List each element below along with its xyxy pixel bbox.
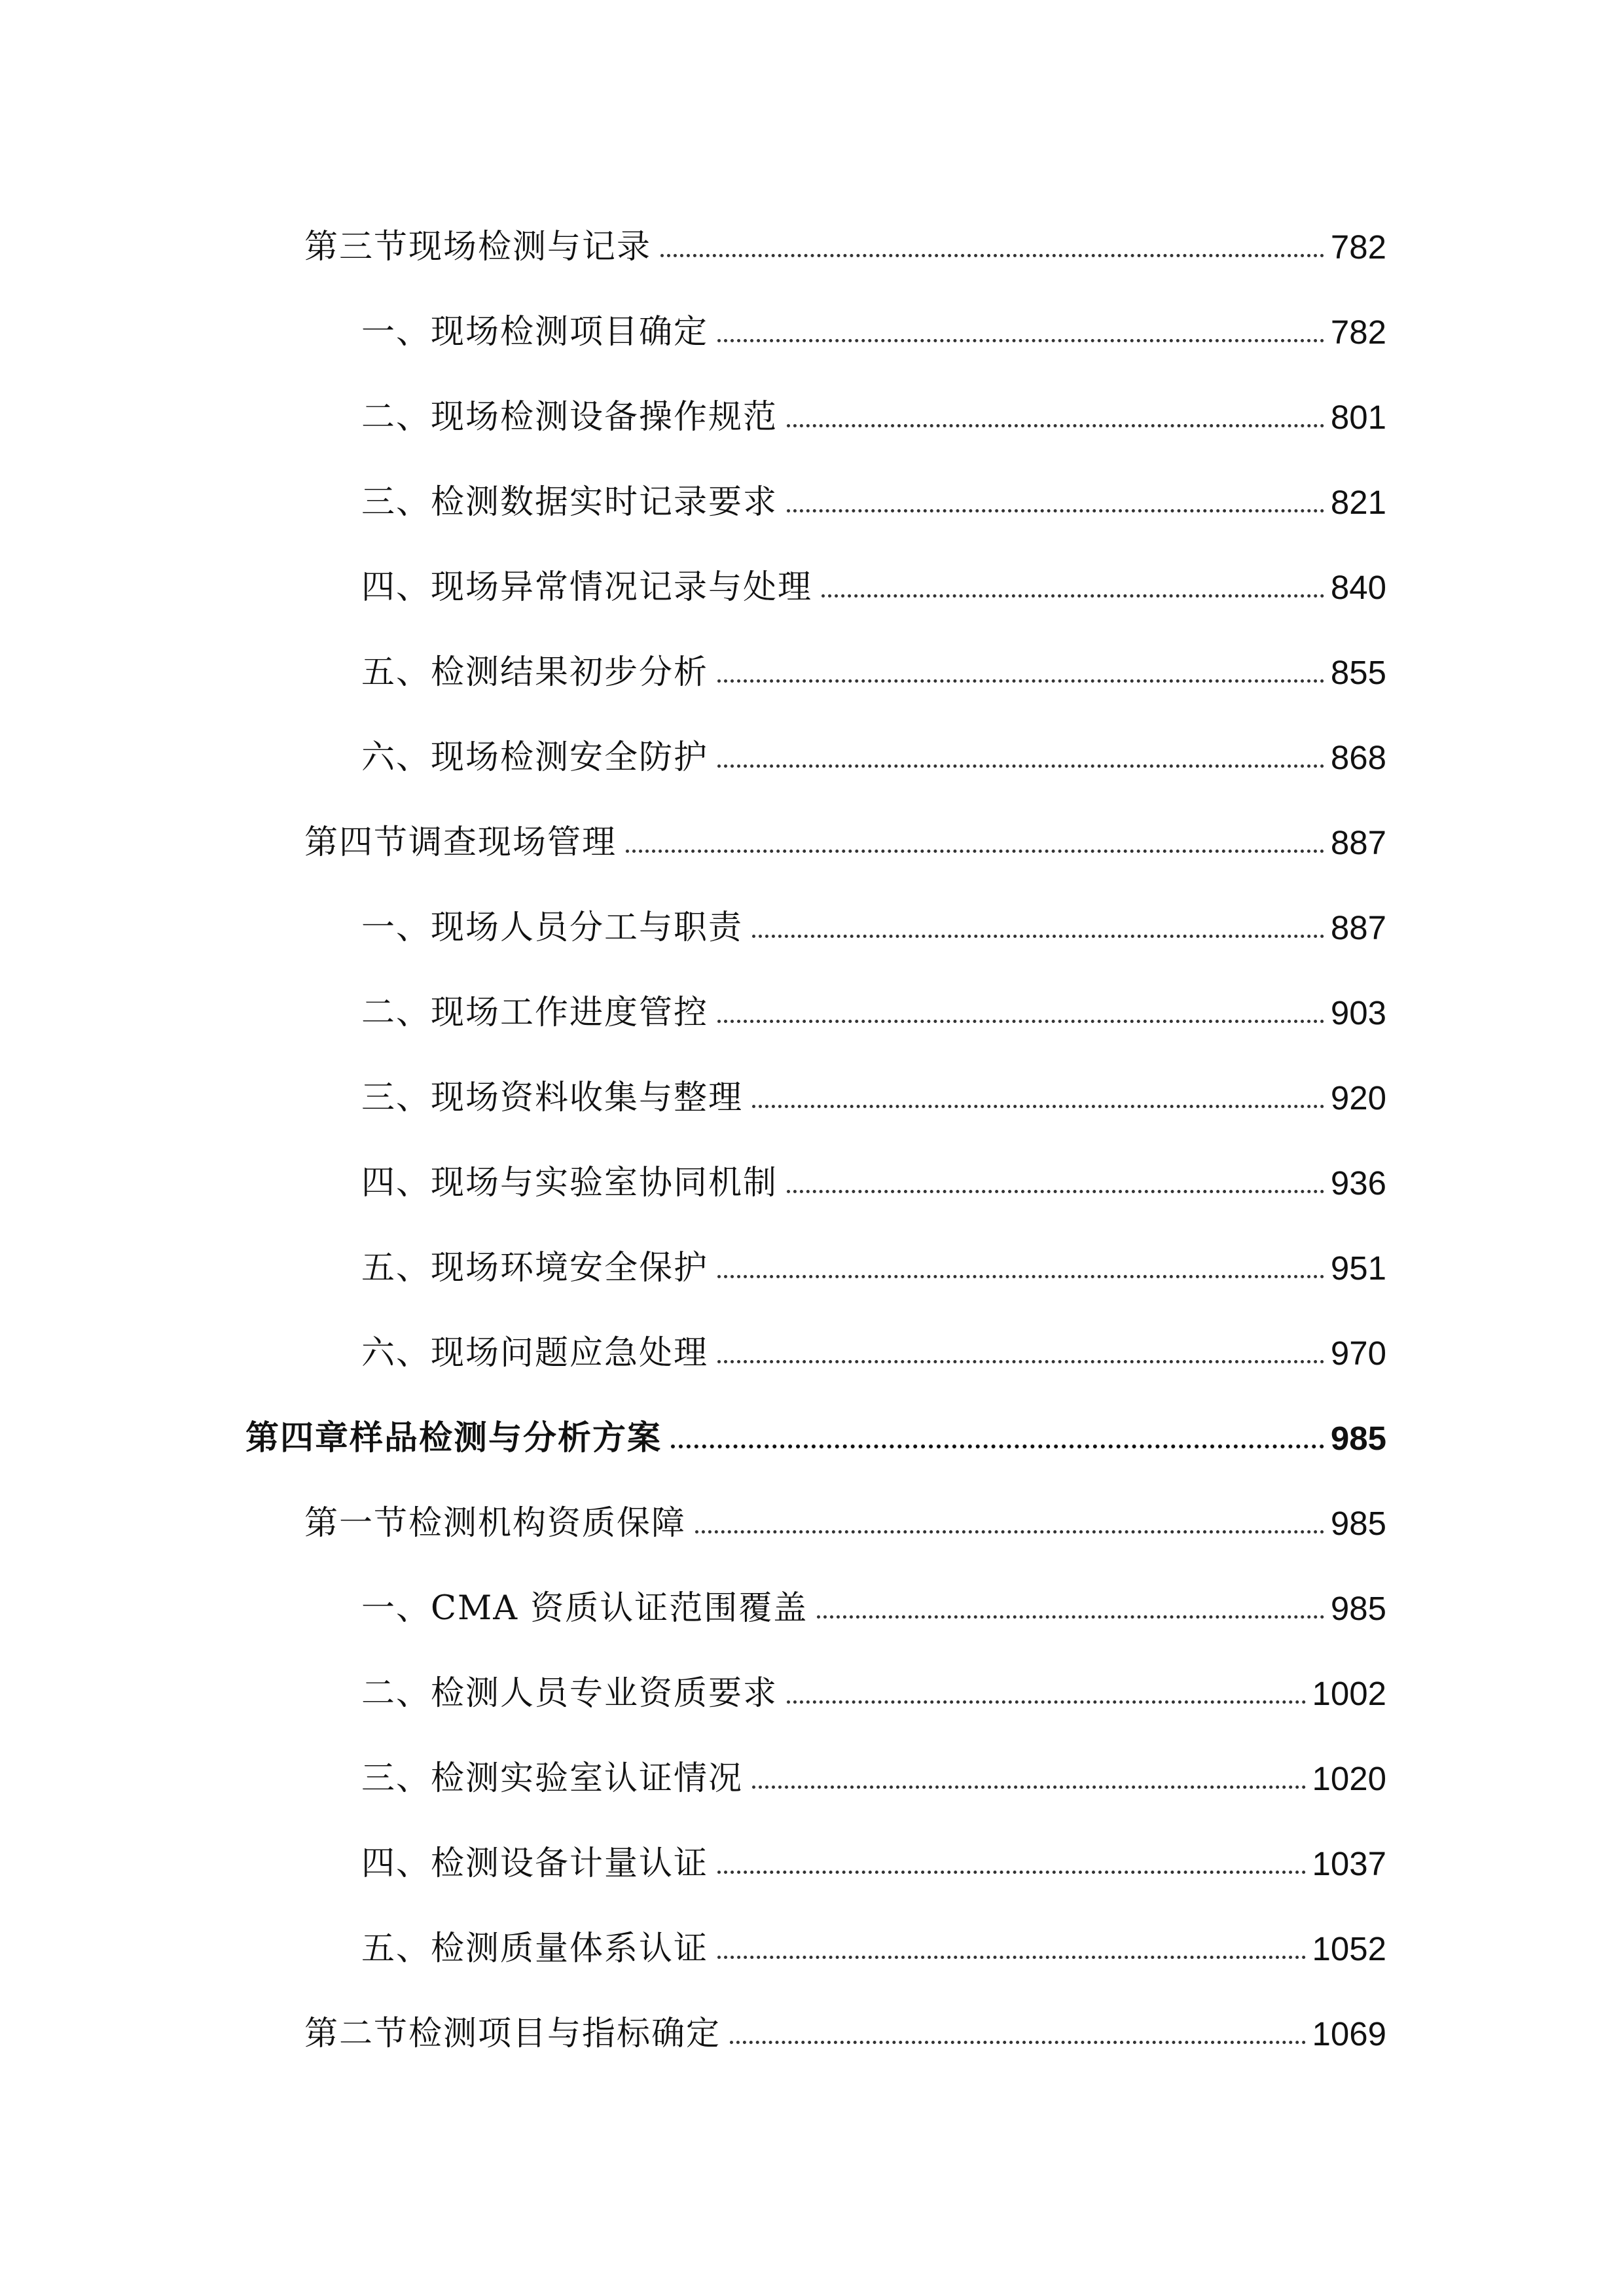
toc-entry-label: 三、检测数据实时记录要求 xyxy=(361,483,778,522)
toc-entry-page: 855 xyxy=(1330,654,1386,691)
dot-leader xyxy=(671,1444,1324,1448)
toc-entry-label: 五、检测结果初步分析 xyxy=(361,653,709,692)
toc-entry[interactable] xyxy=(361,1147,1386,1200)
toc-entry-page: 782 xyxy=(1330,228,1386,266)
toc-entry[interactable] xyxy=(361,467,1386,522)
toc-entry-page: 868 xyxy=(1330,739,1386,776)
toc-entry-page: 1069 xyxy=(1312,2015,1386,2053)
toc-entry-label: 二、检测人员专业资质要求 xyxy=(361,1674,778,1713)
toc-entry-page: 782 xyxy=(1330,314,1386,351)
toc-entry[interactable] xyxy=(361,637,1386,692)
toc-entry-label: 第一节检测机构资质保障 xyxy=(304,1504,687,1543)
dot-leader xyxy=(730,2041,1306,2044)
toc-entry-page: 985 xyxy=(1330,1590,1386,1627)
toc-entry-label: 六、现场问题应急处理 xyxy=(361,1334,709,1372)
toc-entry[interactable] xyxy=(361,977,1386,1030)
toc-entry-page: 887 xyxy=(1330,909,1386,946)
dot-leader xyxy=(717,1020,1324,1023)
dot-leader xyxy=(695,1530,1324,1534)
dot-leader xyxy=(660,254,1324,257)
dot-leader xyxy=(717,339,1324,342)
toc-entry-label: 四、现场与实验室协同机制 xyxy=(361,1164,778,1202)
toc-entry[interactable] xyxy=(304,1488,1386,1543)
toc-entry[interactable] xyxy=(361,552,1386,607)
toc-entry-label: 四、检测设备计量认证 xyxy=(361,1844,709,1883)
toc-entry-label: 二、现场检测设备操作规范 xyxy=(361,398,778,437)
dot-leader xyxy=(717,764,1324,768)
toc-entry[interactable] xyxy=(304,1998,1386,2051)
toc-entry-page: 1052 xyxy=(1312,1930,1386,1967)
toc-entry[interactable] xyxy=(361,1828,1386,1883)
toc-entry-label: 三、检测实验室认证情况 xyxy=(361,1759,744,1798)
toc-entry-label: 四、现场异常情况记录与处理 xyxy=(361,568,813,607)
dot-leader xyxy=(787,424,1324,427)
toc-entry-chapter[interactable] xyxy=(245,1403,1386,1458)
toc-entry[interactable] xyxy=(361,1318,1386,1370)
dot-leader xyxy=(717,1275,1324,1278)
toc-entry-label: 五、检测质量体系认证 xyxy=(361,1929,709,1968)
toc-entry-page: 985 xyxy=(1330,1505,1386,1542)
toc-entry-page: 951 xyxy=(1330,1249,1386,1287)
toc-entry-label: 第三节现场检测与记录 xyxy=(304,228,652,266)
toc-entry-label: 第四章样品检测与分析方案 xyxy=(245,1418,662,1458)
dot-leader xyxy=(787,1700,1306,1704)
toc-entry-page: 920 xyxy=(1330,1079,1386,1117)
toc-entry-label: 二、现场工作进度管控 xyxy=(361,994,709,1032)
toc-entry-page: 936 xyxy=(1330,1164,1386,1202)
toc-entry[interactable] xyxy=(361,1062,1386,1115)
toc-entry[interactable] xyxy=(304,807,1386,862)
toc-entry-label: 一、现场检测项目确定 xyxy=(361,313,709,351)
toc-entry[interactable] xyxy=(361,296,1386,349)
toc-entry[interactable] xyxy=(361,1573,1386,1628)
toc-entry-page: 801 xyxy=(1330,399,1386,436)
dot-leader xyxy=(817,1615,1324,1619)
toc-entry-label: 一、现场人员分工与职责 xyxy=(361,908,744,947)
toc-entry[interactable] xyxy=(361,382,1386,437)
toc-entry[interactable] xyxy=(361,892,1386,947)
toc-entry[interactable] xyxy=(361,1658,1386,1713)
dot-leader xyxy=(752,935,1324,938)
toc-entry-page: 840 xyxy=(1330,569,1386,606)
toc-entry[interactable] xyxy=(304,211,1386,264)
toc-entry-page: 821 xyxy=(1330,484,1386,521)
toc-entry-label: 五、现场环境安全保护 xyxy=(361,1249,709,1287)
dot-leader xyxy=(787,1190,1324,1193)
toc-entry[interactable] xyxy=(361,1743,1386,1798)
toc-entry-page: 1037 xyxy=(1312,1845,1386,1882)
dot-leader xyxy=(717,1956,1306,1959)
toc-entry-label: 第四节调查现场管理 xyxy=(304,823,617,862)
dot-leader xyxy=(752,1785,1306,1789)
toc-entry-page: 970 xyxy=(1330,1335,1386,1372)
toc-entry[interactable] xyxy=(361,1232,1386,1285)
dot-leader xyxy=(626,850,1324,853)
toc-entry-page: 1020 xyxy=(1312,1760,1386,1797)
toc-entry-label: 六、现场检测安全防护 xyxy=(361,738,709,777)
dot-leader xyxy=(717,1360,1324,1363)
toc-entry-page: 985 xyxy=(1330,1420,1386,1457)
toc-entry-label: 第二节检测项目与指标确定 xyxy=(304,2015,721,2053)
dot-leader xyxy=(717,679,1324,683)
dot-leader xyxy=(752,1105,1324,1108)
toc-entry[interactable] xyxy=(361,1913,1386,1968)
toc-entry-label: 一、CMA 资质认证范围覆盖 xyxy=(361,1589,808,1628)
toc-entry-label: 三、现场资料收集与整理 xyxy=(361,1079,744,1117)
toc-entry-page: 887 xyxy=(1330,824,1386,861)
toc-entry-page: 903 xyxy=(1330,994,1386,1031)
toc-entry-page: 1002 xyxy=(1312,1675,1386,1712)
dot-leader xyxy=(787,509,1324,512)
dot-leader xyxy=(717,1871,1306,1874)
dot-leader xyxy=(821,594,1324,598)
toc-entry[interactable] xyxy=(361,722,1386,777)
